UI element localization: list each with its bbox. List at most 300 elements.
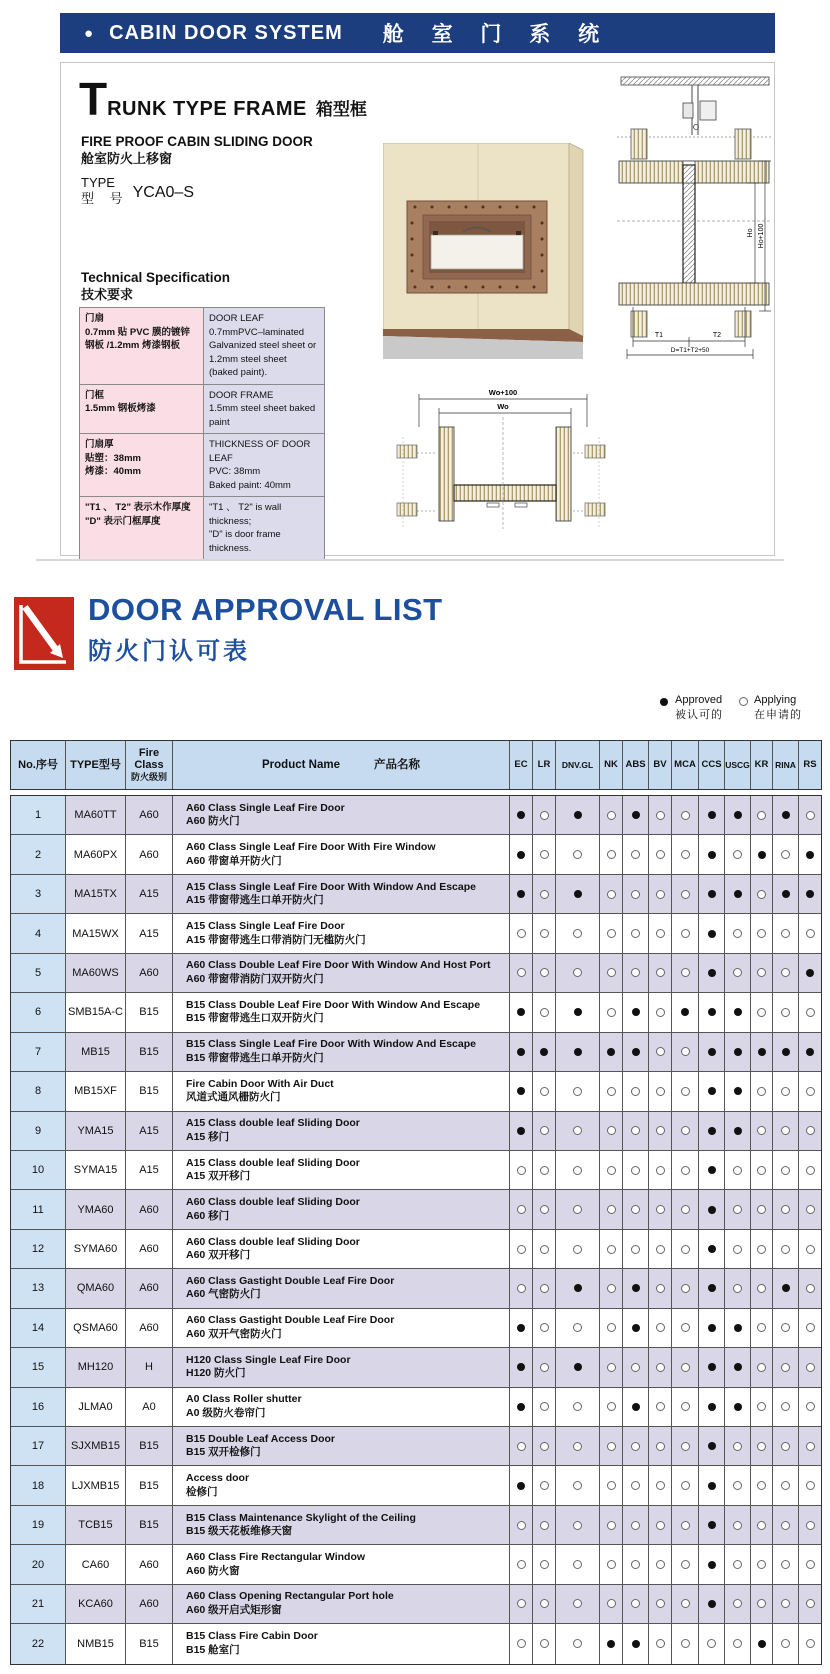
applying-dot — [607, 1323, 616, 1332]
cert-cell-bv — [649, 1348, 672, 1386]
cert-cell-ccs — [699, 1033, 725, 1071]
cell-fire-class: B15 — [126, 1072, 173, 1110]
applying-dot — [733, 1205, 742, 1214]
applying-dot — [607, 1126, 616, 1135]
applying-dot — [573, 929, 582, 938]
product-name-zh: B15 舱室门 — [186, 1643, 240, 1656]
cert-cell-rina — [773, 1190, 799, 1228]
product-name-en: B15 Class Maintenance Skylight of the Ceiling — [186, 1511, 416, 1524]
cell-product-name — [173, 1506, 510, 1544]
arrow-logo-icon — [14, 597, 74, 670]
cell-product-name — [173, 1388, 510, 1426]
approved-dot — [517, 1127, 525, 1135]
cert-cell-ccs — [699, 835, 725, 873]
cert-cell-ec — [510, 1624, 533, 1663]
cert-cell-nk — [600, 1112, 623, 1150]
legend-label-en: Applying — [754, 694, 797, 706]
applying-dot — [806, 1521, 815, 1530]
approved-dot — [517, 851, 525, 859]
cert-cell-abs — [623, 1309, 649, 1347]
cell-fire-class: A60 — [126, 1269, 173, 1307]
cert-cell-kr — [751, 1624, 773, 1663]
applying-dot — [656, 1442, 665, 1451]
cert-cell-rs — [799, 1230, 821, 1268]
cell-fire-class: B15 — [126, 1466, 173, 1504]
cert-cell-rina — [773, 1230, 799, 1268]
applying-dot — [540, 1205, 549, 1214]
applying-dot — [681, 968, 690, 977]
cert-cell-rina — [773, 875, 799, 913]
cert-cell-dnvgl — [556, 1112, 600, 1150]
cert-cell-dnvgl — [556, 875, 600, 913]
applying-dot — [656, 1047, 665, 1056]
cert-cell-rina — [773, 1112, 799, 1150]
cert-cell-nk — [600, 1230, 623, 1268]
product-name-en: A60 Class double leaf Sliding Door — [186, 1235, 360, 1248]
cell-no: 12 — [11, 1230, 66, 1268]
applying-dot — [607, 968, 616, 977]
applying-dot — [757, 1363, 766, 1372]
spec-text-line: DOOR LEAF — [209, 313, 264, 324]
legend-item — [660, 693, 723, 723]
approved-dot — [632, 1284, 640, 1292]
cert-cell-mca — [672, 914, 699, 952]
cert-cell-lr — [533, 1190, 556, 1228]
approved-dot — [734, 1087, 742, 1095]
cert-cell-dnvgl — [556, 954, 600, 992]
cert-cell-nk — [600, 1190, 623, 1228]
cert-cell-bv — [649, 1072, 672, 1110]
applying-dot — [656, 1205, 665, 1214]
applying-dot — [540, 1442, 549, 1451]
applying-dot — [733, 1560, 742, 1569]
applying-dot — [517, 1205, 526, 1214]
approved-dot — [806, 851, 814, 859]
applying-dot — [573, 1087, 582, 1096]
cert-cell-dnvgl — [556, 993, 600, 1031]
cell-no: 22 — [11, 1624, 66, 1663]
section-title — [79, 73, 367, 125]
cell-product-name — [173, 1269, 510, 1307]
product-name-en: A60 Class Double Leaf Fire Door With Window And Host Port — [186, 959, 491, 972]
applying-dot — [757, 890, 766, 899]
cert-cell-kr — [751, 914, 773, 952]
applying-dot — [540, 1560, 549, 1569]
col-header-mca: MCA — [672, 741, 699, 789]
cert-cell-mca — [672, 954, 699, 992]
cell-no: 5 — [11, 954, 66, 992]
spec-text-line: THICKNESS OF DOOR LEAF — [209, 439, 311, 464]
cert-cell-lr — [533, 954, 556, 992]
applying-dot — [681, 929, 690, 938]
approved-dot — [734, 811, 742, 819]
applying-dot — [573, 1166, 582, 1175]
cert-cell-mca — [672, 1585, 699, 1623]
applying-dot — [681, 1442, 690, 1451]
applying-dot — [540, 1521, 549, 1530]
cert-cell-lr — [533, 1506, 556, 1544]
cell-product-name — [173, 954, 510, 992]
applying-dot — [781, 850, 790, 859]
subtitle-zh: 舱室防火上移窗 — [81, 151, 173, 166]
cert-cell-rina — [773, 1072, 799, 1110]
cell-product-name — [173, 835, 510, 873]
applying-dot — [757, 1245, 766, 1254]
cert-cell-ec — [510, 1151, 533, 1189]
applying-dot — [733, 850, 742, 859]
product-name-zh: A60 带窗单开防火门 — [186, 854, 282, 867]
cert-cell-kr — [751, 1269, 773, 1307]
cert-cell-rina — [773, 1466, 799, 1504]
cert-cell-ec — [510, 1506, 533, 1544]
cert-cell-abs — [623, 1545, 649, 1583]
applying-dot — [631, 1126, 640, 1135]
product-name-en: A60 Class Opening Rectangular Port hole — [186, 1590, 394, 1603]
applying-dot — [607, 1363, 616, 1372]
type-label-zh: 型 号 — [81, 191, 129, 206]
cell-product-name — [173, 1585, 510, 1623]
table-row — [11, 993, 821, 1032]
applying-dot — [806, 1166, 815, 1175]
spec-text-line: "D" is door frame thickness. — [209, 529, 281, 554]
approved-dot — [517, 1482, 525, 1490]
cell-type: TCB15 — [66, 1506, 126, 1544]
cert-cell-ec — [510, 1269, 533, 1307]
cert-cell-rs — [799, 1151, 821, 1189]
col-header-bv: BV — [649, 741, 672, 789]
product-name-zh: A60 防火窗 — [186, 1564, 240, 1577]
applying-dot — [757, 1323, 766, 1332]
cert-cell-ec — [510, 1230, 533, 1268]
cert-cell-lr — [533, 875, 556, 913]
table-row — [11, 1112, 821, 1151]
cell-no: 18 — [11, 1466, 66, 1504]
cert-cell-uscg — [725, 1624, 751, 1663]
cert-cell-rina — [773, 1506, 799, 1544]
cert-cell-kr — [751, 1112, 773, 1150]
applying-dot — [607, 1560, 616, 1569]
spec-table-row — [80, 308, 324, 385]
cert-cell-rina — [773, 954, 799, 992]
applying-dot — [656, 968, 665, 977]
cert-cell-rs — [799, 1624, 821, 1663]
product-name-en: B15 Class Fire Cabin Door — [186, 1630, 318, 1643]
cert-cell-uscg — [725, 835, 751, 873]
cert-cell-rs — [799, 1112, 821, 1150]
plan-section-drawing — [391, 381, 611, 533]
cert-cell-rs — [799, 1190, 821, 1228]
cert-cell-uscg — [725, 1151, 751, 1189]
cert-cell-rs — [799, 1466, 821, 1504]
cert-cell-ccs — [699, 954, 725, 992]
applying-dot — [681, 1284, 690, 1293]
cert-cell-rina — [773, 1033, 799, 1071]
applying-dot — [540, 1323, 549, 1332]
applying-dot — [757, 811, 766, 820]
cell-product-name — [173, 1466, 510, 1504]
approved-dot — [734, 1127, 742, 1135]
product-header-zh: 产品名称 — [373, 759, 420, 771]
product-name-zh: A60 双开气密防火门 — [186, 1327, 282, 1340]
product-name-zh: 检修门 — [186, 1485, 218, 1498]
cert-cell-mca — [672, 1230, 699, 1268]
cert-cell-mca — [672, 1072, 699, 1110]
cert-cell-ec — [510, 875, 533, 913]
applying-dot — [757, 929, 766, 938]
cert-cell-dnvgl — [556, 1230, 600, 1268]
applying-dot — [631, 1560, 640, 1569]
cert-cell-ec — [510, 1545, 533, 1583]
applying-dot — [806, 1481, 815, 1490]
applying-dot — [681, 1205, 690, 1214]
cert-cell-nk — [600, 993, 623, 1031]
approved-dot — [708, 1284, 716, 1292]
cert-cell-rina — [773, 1545, 799, 1583]
cert-cell-kr — [751, 1585, 773, 1623]
product-name-zh: A60 级开启式矩形窗 — [186, 1603, 282, 1616]
approved-dot — [708, 930, 716, 938]
approved-dot — [806, 969, 814, 977]
applying-dot — [781, 1442, 790, 1451]
applying-dot — [656, 1521, 665, 1530]
cert-cell-kr — [751, 1190, 773, 1228]
applying-dot — [681, 1363, 690, 1372]
approved-dot — [574, 1363, 582, 1371]
cert-cell-mca — [672, 1348, 699, 1386]
product-name-zh: A60 移门 — [186, 1209, 230, 1222]
applying-dot — [781, 1363, 790, 1372]
applying-dot — [781, 1481, 790, 1490]
applying-dot — [607, 1166, 616, 1175]
col-header-dnvgl: DNV.GL — [556, 741, 600, 789]
applying-dot — [806, 1008, 815, 1017]
applying-dot — [733, 968, 742, 977]
cert-cell-ec — [510, 835, 533, 873]
applying-dot — [781, 1599, 790, 1608]
applying-dot — [681, 1521, 690, 1530]
applying-dot — [806, 1599, 815, 1608]
approved-dot — [681, 1008, 689, 1016]
product-name-en: A60 Class double leaf Sliding Door — [186, 1196, 360, 1209]
cert-cell-ccs — [699, 1309, 725, 1347]
cell-fire-class: A15 — [126, 875, 173, 913]
approval-title-en: DOOR APPROVAL LIST — [88, 592, 443, 627]
section-divider — [36, 559, 784, 561]
applying-dot — [607, 850, 616, 859]
applying-dot — [631, 850, 640, 859]
cert-cell-bv — [649, 1190, 672, 1228]
approved-dot — [574, 1284, 582, 1292]
cert-cell-nk — [600, 1427, 623, 1465]
product-name-en: A0 Class Roller shutter — [186, 1393, 302, 1406]
applying-dot — [607, 1284, 616, 1293]
applying-dot — [656, 1560, 665, 1569]
approved-dot — [517, 890, 525, 898]
applying-dot — [573, 1205, 582, 1214]
applying-dot — [656, 1639, 665, 1648]
applying-dot — [631, 1245, 640, 1254]
cert-cell-rs — [799, 914, 821, 952]
applying-dot — [707, 1639, 716, 1648]
cell-no: 20 — [11, 1545, 66, 1583]
cell-type: MB15XF — [66, 1072, 126, 1110]
cell-no: 1 — [11, 796, 66, 834]
cell-type: MH120 — [66, 1348, 126, 1386]
product-name-en: B15 Class Double Leaf Fire Door With Window And Escape — [186, 998, 481, 1011]
table-row — [11, 1427, 821, 1466]
applying-dot — [733, 1166, 742, 1175]
cell-fire-class: B15 — [126, 1427, 173, 1465]
legend-label-en: Approved — [675, 694, 723, 706]
approved-dot — [517, 811, 525, 819]
cert-cell-rina — [773, 1624, 799, 1663]
applying-dot — [517, 1442, 526, 1451]
cell-no: 13 — [11, 1269, 66, 1307]
product-name-zh: A15 移门 — [186, 1130, 230, 1143]
applying-dot — [806, 1402, 815, 1411]
cert-cell-bv — [649, 835, 672, 873]
cell-no: 19 — [11, 1506, 66, 1544]
cell-type: SYMA60 — [66, 1230, 126, 1268]
cell-no: 14 — [11, 1309, 66, 1347]
cert-cell-abs — [623, 1388, 649, 1426]
product-name-zh: A0 级防火卷帘门 — [186, 1406, 266, 1419]
cert-cell-ec — [510, 1309, 533, 1347]
applying-dot — [806, 1442, 815, 1451]
cell-fire-class: A0 — [126, 1388, 173, 1426]
applying-dot — [631, 1166, 640, 1175]
applying-dot — [757, 1166, 766, 1175]
spec-cell-zh — [80, 308, 204, 384]
spec-cell-en — [204, 497, 324, 559]
table-row — [11, 1348, 821, 1387]
product-name-en: A60 Class Single Leaf Fire Door With Fire Window — [186, 841, 436, 854]
cert-cell-rs — [799, 1033, 821, 1071]
cert-cell-rs — [799, 1585, 821, 1623]
subtitle-en: FIRE PROOF CABIN SLIDING DOOR — [81, 134, 313, 149]
approved-dot — [708, 811, 716, 819]
applying-dot — [733, 1442, 742, 1451]
approved-dot — [708, 1521, 716, 1529]
cert-cell-ccs — [699, 1348, 725, 1386]
product-name-en: A60 Class Gastight Double Leaf Fire Door — [186, 1314, 395, 1327]
section-title-en: RUNK TYPE FRAME — [107, 98, 307, 120]
cert-cell-mca — [672, 1269, 699, 1307]
spec-text-line: "D" 表示门框厚度 — [85, 515, 161, 527]
cert-cell-mca — [672, 1545, 699, 1583]
cert-cell-kr — [751, 1309, 773, 1347]
applying-dot — [733, 1245, 742, 1254]
table-row — [11, 875, 821, 914]
applying-dot — [656, 1087, 665, 1096]
dim-d-formula: D=T1+T2+50 — [670, 347, 710, 354]
cell-product-name — [173, 1230, 510, 1268]
cert-cell-rs — [799, 1348, 821, 1386]
legend-item — [739, 693, 802, 723]
col-header-no: No.序号 — [11, 741, 66, 789]
cert-cell-mca — [672, 1151, 699, 1189]
cert-cell-kr — [751, 1033, 773, 1071]
cell-fire-class: A60 — [126, 1190, 173, 1228]
applying-dot — [573, 1639, 582, 1648]
applying-dot — [540, 1245, 549, 1254]
spec-cell-en — [204, 308, 324, 384]
cert-cell-ec — [510, 1072, 533, 1110]
cert-cell-uscg — [725, 1585, 751, 1623]
cert-cell-dnvgl — [556, 1585, 600, 1623]
cert-cell-nk — [600, 954, 623, 992]
cert-cell-rina — [773, 1427, 799, 1465]
applying-dot — [781, 1245, 790, 1254]
approved-dot — [708, 1442, 716, 1450]
product-name-zh: B15 双开检修门 — [186, 1446, 261, 1459]
approved-dot — [734, 1008, 742, 1016]
cell-no: 17 — [11, 1427, 66, 1465]
cert-cell-uscg — [725, 1269, 751, 1307]
cell-no: 8 — [11, 1072, 66, 1110]
cell-no: 6 — [11, 993, 66, 1031]
approved-dot — [708, 1087, 716, 1095]
applying-dot-icon — [739, 697, 748, 706]
applying-dot — [607, 1087, 616, 1096]
applying-dot — [656, 1599, 665, 1608]
cert-cell-abs — [623, 1230, 649, 1268]
fire-class-line: 防火级别 — [130, 772, 167, 782]
table-row — [11, 1033, 821, 1072]
cert-cell-lr — [533, 914, 556, 952]
cert-cell-ccs — [699, 875, 725, 913]
col-header-rs: RS — [803, 759, 817, 770]
applying-dot — [757, 1087, 766, 1096]
applying-dot — [781, 1521, 790, 1530]
dim-wo-plus: Wo+100 — [488, 388, 518, 397]
cert-cell-mca — [672, 796, 699, 834]
applying-dot — [757, 1560, 766, 1569]
applying-dot — [781, 968, 790, 977]
cell-fire-class: A60 — [126, 835, 173, 873]
cell-no: 15 — [11, 1348, 66, 1386]
applying-dot — [656, 1402, 665, 1411]
cell-product-name — [173, 993, 510, 1031]
approved-dot — [540, 1048, 548, 1056]
cert-cell-rs — [799, 1388, 821, 1426]
cert-cell-uscg — [725, 1348, 751, 1386]
approved-dot — [632, 1403, 640, 1411]
table-row — [11, 1151, 821, 1190]
product-name-en: A60 Class Fire Rectangular Window — [186, 1551, 366, 1564]
cell-product-name — [173, 796, 510, 834]
applying-dot — [540, 929, 549, 938]
cell-fire-class: A15 — [126, 1112, 173, 1150]
applying-dot — [656, 1363, 665, 1372]
applying-dot — [540, 1087, 549, 1096]
product-name-zh: A15 带窗带逃生口带消防门无槛防火门 — [186, 933, 366, 946]
approved-dot — [517, 1363, 525, 1371]
cert-cell-ccs — [699, 1427, 725, 1465]
table-row — [11, 1466, 821, 1505]
applying-dot — [733, 1599, 742, 1608]
cert-cell-abs — [623, 1190, 649, 1228]
cert-cell-uscg — [725, 1309, 751, 1347]
cert-cell-dnvgl — [556, 914, 600, 952]
applying-dot — [681, 1402, 690, 1411]
applying-dot — [806, 1126, 815, 1135]
cell-fire-class: A60 — [126, 1545, 173, 1583]
cell-no: 16 — [11, 1388, 66, 1426]
cert-cell-nk — [600, 796, 623, 834]
applying-dot — [656, 1126, 665, 1135]
cert-cell-mca — [672, 1388, 699, 1426]
